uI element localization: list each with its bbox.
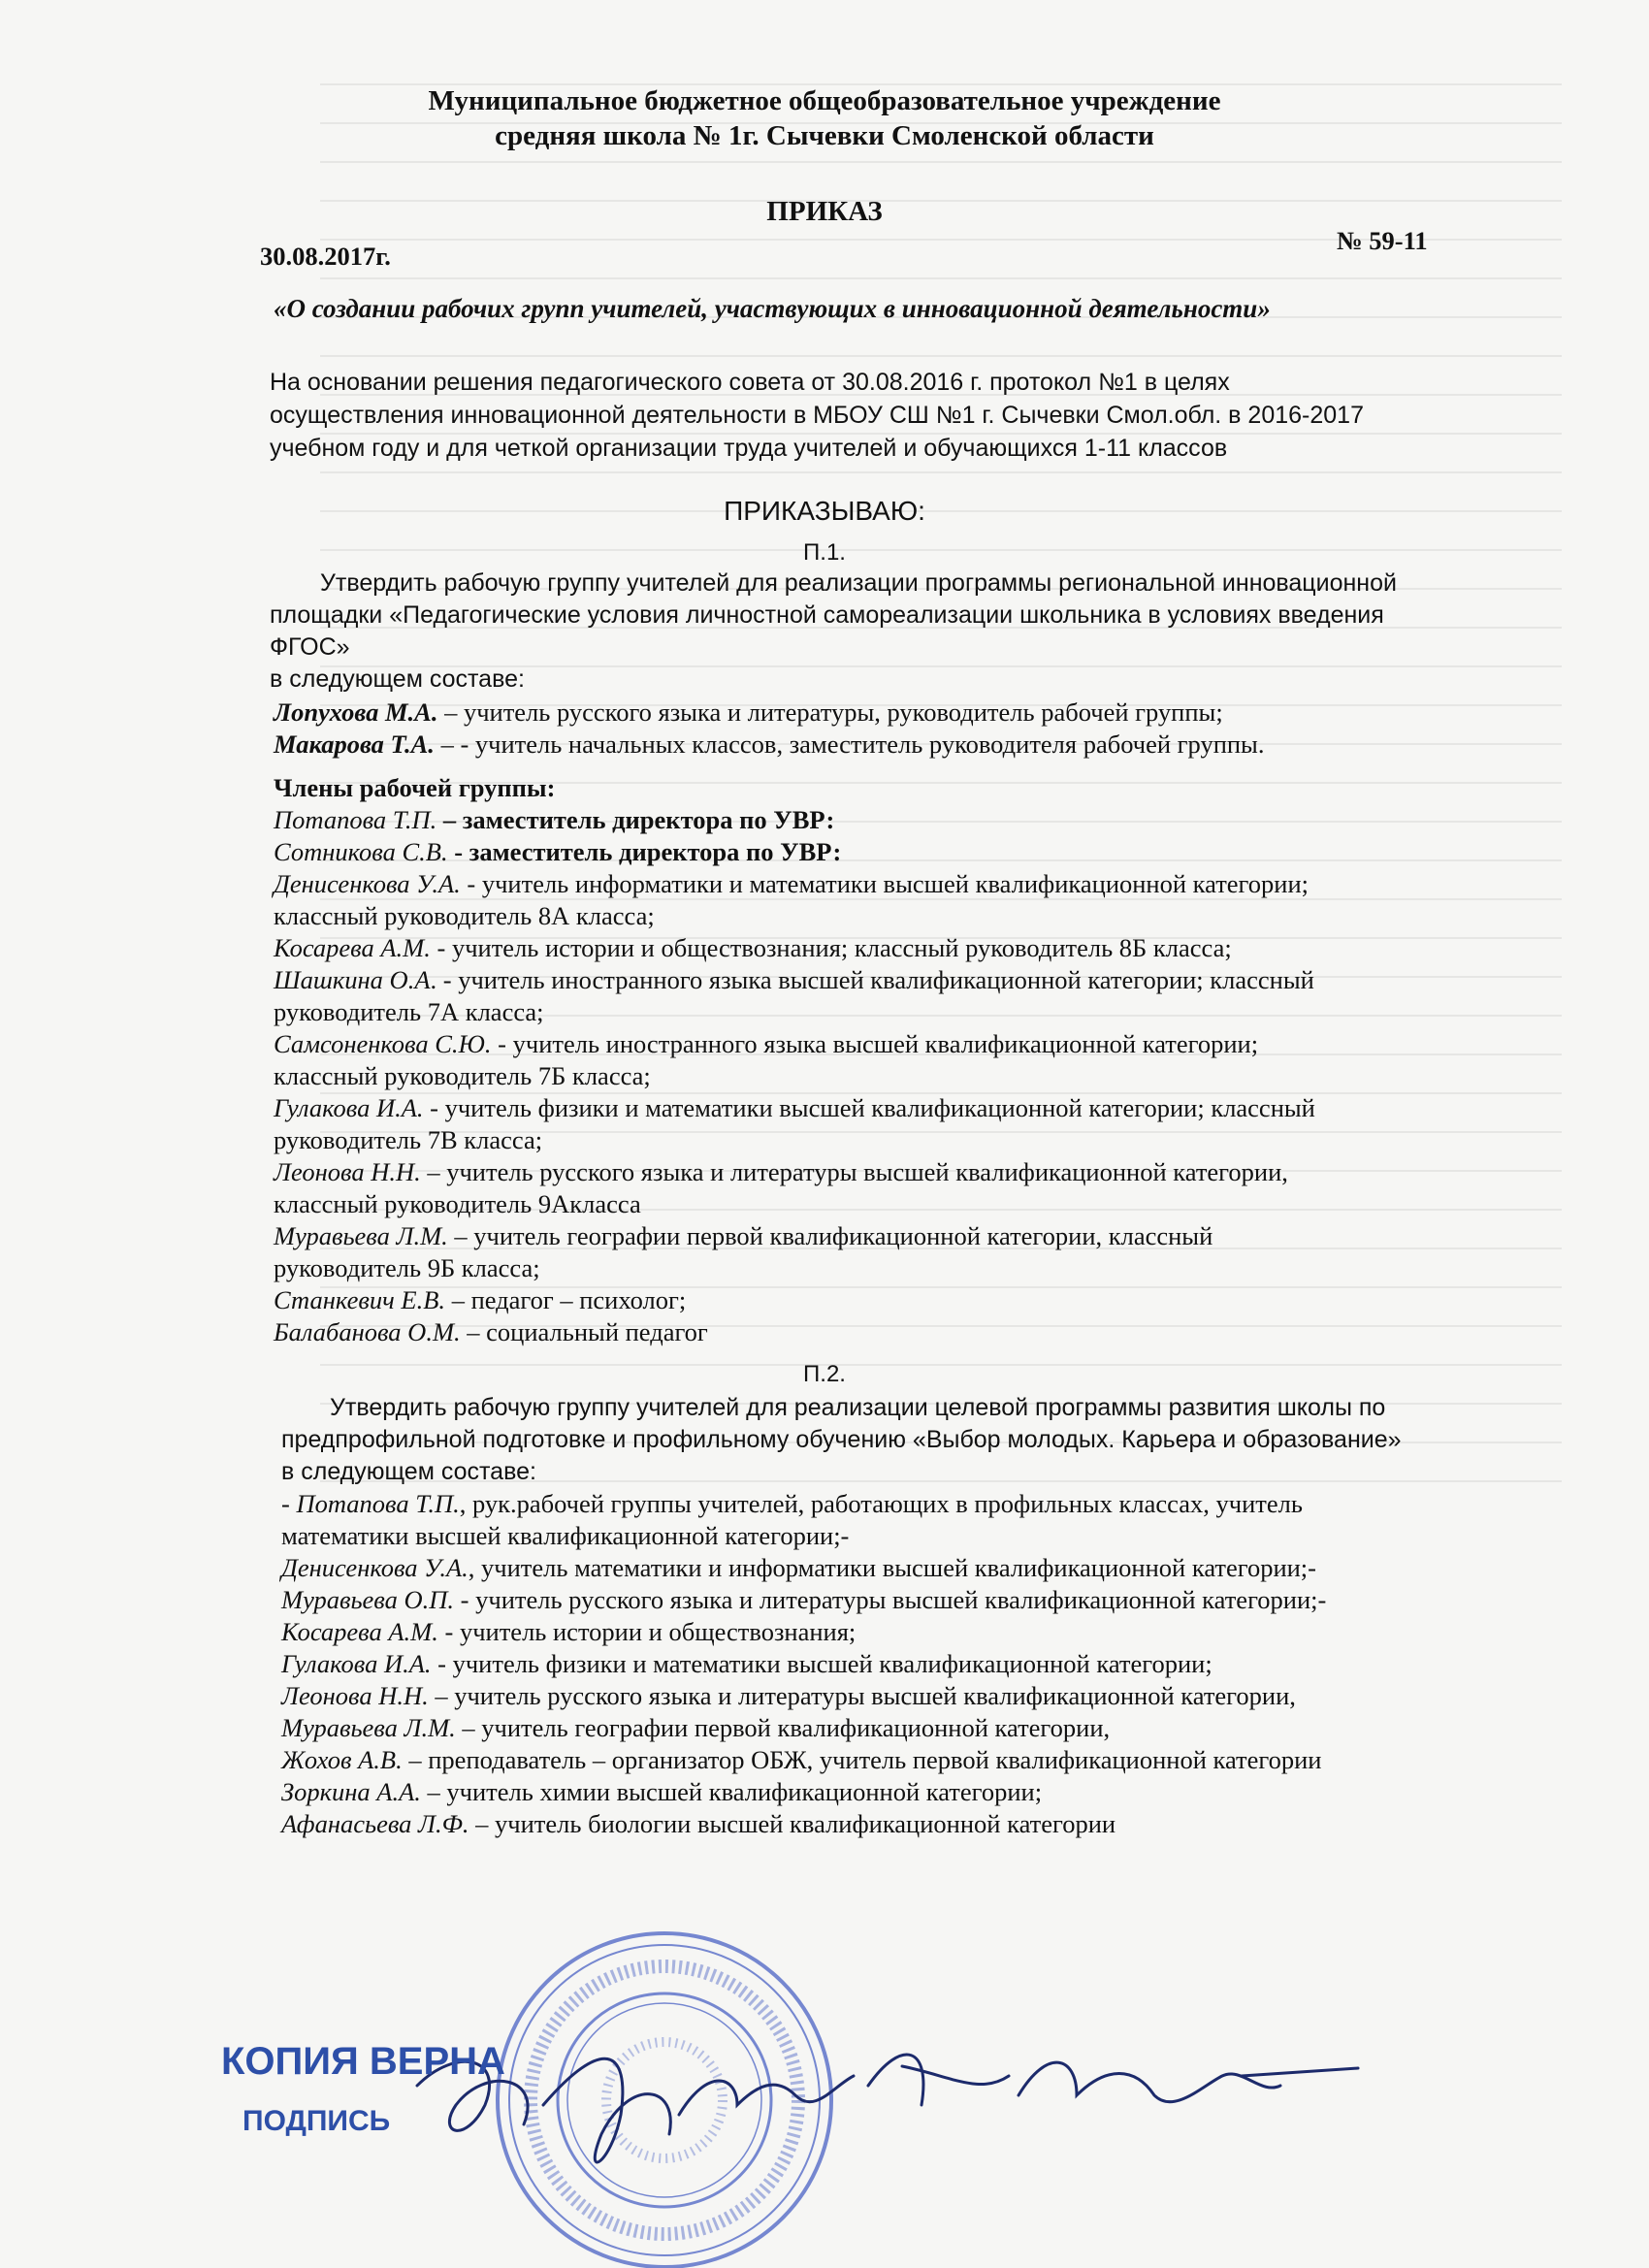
person-name: Макарова Т.А. — [274, 729, 435, 759]
section1-intro: площадки «Педагогические условия личностной самореализации школьника в условиях введения — [270, 601, 1384, 629]
list-item: Леонова Н.Н. – учитель русского языка и литературы высшей квалификационной категории, — [274, 1157, 1288, 1186]
list-item: Муравьева О.П. - учитель русского языка и литературы высшей квалификационной категории;- — [281, 1585, 1327, 1614]
preamble-line: осуществления инновационной деятельности в МБОУ СШ №1 г. Сычевки Смол.обл. в 2016-2017 — [270, 402, 1364, 429]
list-item: Косарева А.М. - учитель истории и обществознания; — [281, 1617, 857, 1646]
order-word: ПРИКАЗЫВАЮ: — [724, 496, 925, 526]
list-item: Балабанова О.М. – социальный педагог — [274, 1317, 708, 1346]
order-date: 30.08.2017г. — [260, 242, 391, 271]
section2-intro: в следующем составе: — [281, 1458, 536, 1485]
list-item: Денисенкова У.А., учитель математики и информатики высшей квалификационной категории;- — [281, 1553, 1316, 1582]
list-item: руководитель 9Б класса; — [274, 1253, 540, 1282]
list-item: классный руководитель 8А класса; — [274, 901, 655, 930]
section2-label: П.2. — [803, 1361, 846, 1387]
order-title: ПРИКАЗ — [766, 196, 883, 227]
preamble-line: На основании решения педагогического совета от 30.08.2016 г. протокол №1 в целях — [270, 369, 1230, 396]
list-item: - Потапова Т.П., рук.рабочей группы учителей, работающих в профильных классах, учитель — [281, 1489, 1303, 1518]
person-role: – учитель русского языка и литературы, руководитель рабочей группы; — [437, 697, 1223, 727]
section1-intro: Утвердить рабочую группу учителей для реализации программы региональной инновационной — [320, 569, 1397, 597]
list-item: Жохов А.В. – преподаватель – организатор ОБЖ, учитель первой квалификационной категории — [281, 1745, 1322, 1774]
list-item: Самсоненкова С.Ю. - учитель иностранного языка высшей квалификационной категории; — [274, 1029, 1259, 1058]
list-item: руководитель 7А класса; — [274, 997, 544, 1026]
order-number: № 59-11 — [1337, 226, 1428, 255]
list-item: Муравьева Л.М. – учитель географии первой квалификационной категории, — [281, 1713, 1111, 1742]
section1-intro: ФГОС» — [270, 633, 350, 661]
list-item: Леонова Н.Н. – учитель русского языка и литературы высшей квалификационной категории, — [281, 1681, 1296, 1710]
order-subject: «О создании рабочих групп учителей, участвующих в инновационной деятельности» — [274, 294, 1271, 323]
school-name-line2: средняя школа № 1г. Сычевки Смоленской области — [495, 120, 1154, 151]
signature-label: ПОДПИСЬ — [242, 2105, 391, 2137]
section1-label: П.1. — [803, 539, 846, 566]
list-item: руководитель 7В класса; — [274, 1125, 543, 1154]
section1-intro: в следующем составе: — [270, 665, 525, 693]
list-item: Косарева А.М. - учитель истории и обществознания; классный руководитель 8Б класса; — [274, 933, 1232, 962]
members-label: Члены рабочей группы: — [274, 773, 556, 802]
list-item: Станкевич Е.В. – педагог – психолог; — [274, 1285, 687, 1314]
list-item: классный руководитель 7Б класса; — [274, 1061, 651, 1090]
list-item: Гулакова И.А. - учитель физики и математики высшей квалификационной категории; классный — [274, 1093, 1315, 1122]
list-item: Потапова Т.П. – заместитель директора по УВР: — [274, 805, 835, 834]
list-item: Гулакова И.А. - учитель физики и математики высшей квалификационной категории; — [281, 1649, 1212, 1678]
list-item: Зоркина А.А. – учитель химии высшей квалификационной категории; — [281, 1777, 1043, 1806]
preamble-line: учебном году и для четкой организации труда учителей и обучающихся 1-11 классов — [270, 435, 1228, 462]
section2-intro: Утвердить рабочую группу учителей для реализации целевой программы развития школы по — [330, 1394, 1386, 1421]
person-role: – - учитель начальных классов, заместитель руководителя рабочей группы. — [434, 729, 1265, 759]
section2-intro: предпрофильной подготовке и профильному обучению «Выбор молодых. Карьера и образование» — [281, 1426, 1402, 1453]
person-name: Лопухова М.А. — [274, 697, 438, 727]
list-item: Сотникова С.В. - заместитель директора по УВР: — [274, 837, 842, 866]
list-item: Шашкина О.А. - учитель иностранного языка высшей квалификационной категории; классный — [274, 965, 1314, 994]
list-item: Афанасьева Л.Ф. – учитель биологии высшей квалификационной категории — [281, 1809, 1116, 1838]
copy-certified-label: КОПИЯ ВЕРНА — [221, 2040, 505, 2083]
list-item: Денисенкова У.А. - учитель информатики и математики высшей квалификационной категории; — [274, 869, 1309, 898]
school-name-line1: Муниципальное бюджетное общеобразовательное учреждение — [428, 85, 1221, 116]
list-item: классный руководитель 9Акласса — [274, 1189, 641, 1218]
list-item: Муравьева Л.М. – учитель географии первой квалификационной категории, классный — [274, 1221, 1213, 1250]
list-item: математики высшей квалификационной категории;- — [281, 1521, 850, 1550]
